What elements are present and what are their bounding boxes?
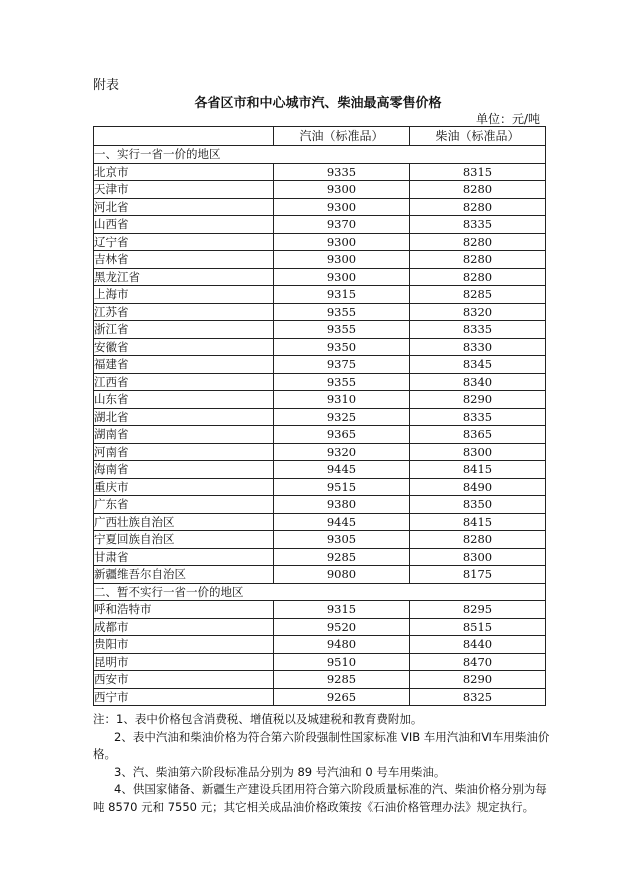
diesel-price-cell: 8280 <box>410 233 546 251</box>
gasoline-price-cell: 9510 <box>274 653 410 671</box>
header-gasoline: 汽油（标准品） <box>274 127 410 146</box>
region-cell: 上海市 <box>94 286 274 304</box>
gasoline-price-cell: 9370 <box>274 216 410 234</box>
unit-label: 单位：元/吨 <box>475 112 540 126</box>
table-row <box>94 653 546 671</box>
gasoline-price-cell: 9355 <box>274 321 410 339</box>
diesel-price-cell: 8280 <box>410 251 546 269</box>
header-region <box>94 127 274 146</box>
gasoline-price-cell: 9285 <box>274 548 410 566</box>
region-cell: 海南省 <box>94 461 274 479</box>
gasoline-price-cell: 9320 <box>274 443 410 461</box>
gasoline-price-cell: 9520 <box>274 618 410 636</box>
diesel-price-cell: 8320 <box>410 303 546 321</box>
region-cell: 山东省 <box>94 391 274 409</box>
region-cell: 西安市 <box>94 671 274 689</box>
diesel-price-cell: 8350 <box>410 496 546 514</box>
section-row <box>94 583 546 601</box>
diesel-price-cell: 8175 <box>410 566 546 584</box>
region-cell: 天津市 <box>94 181 274 199</box>
diesel-price-cell: 8325 <box>410 688 546 706</box>
region-cell: 湖南省 <box>94 426 274 444</box>
table-row <box>94 531 546 549</box>
diesel-price-cell: 8440 <box>410 636 546 654</box>
note-4: 4、供国家储备、新疆生产建设兵团用符合第六阶段质量标准的汽、柴油价格分别为每吨 8570 元和 7550 元；其它相关成品油价格政策按《石油价格管理办法》规定执行。 <box>93 782 547 814</box>
gasoline-price-cell: 9305 <box>274 531 410 549</box>
note-1: 注：1、表中价格包含消费税、增值税以及城建税和教育费附加。 <box>93 712 423 726</box>
table-row <box>94 216 546 234</box>
gasoline-price-cell: 9315 <box>274 601 410 619</box>
gasoline-price-cell: 9300 <box>274 198 410 216</box>
diesel-price-cell: 8300 <box>410 548 546 566</box>
table-row <box>94 443 546 461</box>
region-cell: 贵阳市 <box>94 636 274 654</box>
gasoline-price-cell: 9310 <box>274 391 410 409</box>
table-row <box>94 198 546 216</box>
table-row <box>94 548 546 566</box>
region-cell: 广西壮族自治区 <box>94 513 274 531</box>
gasoline-price-cell: 9365 <box>274 426 410 444</box>
diesel-price-cell: 8280 <box>410 268 546 286</box>
diesel-price-cell: 8490 <box>410 478 546 496</box>
diesel-price-cell: 8315 <box>410 163 546 181</box>
table-row <box>94 478 546 496</box>
region-cell: 西宁市 <box>94 688 274 706</box>
table-row <box>94 391 546 409</box>
region-cell: 山西省 <box>94 216 274 234</box>
gasoline-price-cell: 9335 <box>274 163 410 181</box>
region-cell: 河南省 <box>94 443 274 461</box>
table-row <box>94 163 546 181</box>
table-row <box>94 303 546 321</box>
table-row <box>94 688 546 706</box>
table-row <box>94 461 546 479</box>
notes <box>93 711 551 816</box>
table-row <box>94 671 546 689</box>
region-cell: 江苏省 <box>94 303 274 321</box>
region-cell: 广东省 <box>94 496 274 514</box>
gasoline-price-cell: 9300 <box>274 268 410 286</box>
gasoline-price-cell: 9080 <box>274 566 410 584</box>
diesel-price-cell: 8335 <box>410 216 546 234</box>
diesel-price-cell: 8470 <box>410 653 546 671</box>
diesel-price-cell: 8345 <box>410 356 546 374</box>
region-cell: 北京市 <box>94 163 274 181</box>
region-cell: 浙江省 <box>94 321 274 339</box>
price-table <box>93 126 546 706</box>
table-row <box>94 496 546 514</box>
diesel-price-cell: 8515 <box>410 618 546 636</box>
gasoline-price-cell: 9355 <box>274 303 410 321</box>
region-cell: 重庆市 <box>94 478 274 496</box>
table-row <box>94 636 546 654</box>
gasoline-price-cell: 9380 <box>274 496 410 514</box>
gasoline-price-cell: 9265 <box>274 688 410 706</box>
table-header-row <box>94 127 546 146</box>
gasoline-price-cell: 9315 <box>274 286 410 304</box>
diesel-price-cell: 8330 <box>410 338 546 356</box>
diesel-price-cell: 8335 <box>410 321 546 339</box>
table-row <box>94 356 546 374</box>
table-row <box>94 408 546 426</box>
table-title: 各省区市和中心城市汽、柴油最高零售价格 <box>194 96 442 111</box>
gasoline-price-cell: 9300 <box>274 181 410 199</box>
gasoline-price-cell: 9480 <box>274 636 410 654</box>
table-row <box>94 373 546 391</box>
table-row <box>94 233 546 251</box>
region-cell: 福建省 <box>94 356 274 374</box>
gasoline-price-cell: 9350 <box>274 338 410 356</box>
diesel-price-cell: 8365 <box>410 426 546 444</box>
gasoline-price-cell: 9445 <box>274 513 410 531</box>
region-cell: 宁夏回族自治区 <box>94 531 274 549</box>
table-row <box>94 321 546 339</box>
diesel-price-cell: 8280 <box>410 181 546 199</box>
region-cell: 甘肃省 <box>94 548 274 566</box>
section-label: 一、实行一省一价的地区 <box>94 146 546 164</box>
table-row <box>94 426 546 444</box>
gasoline-price-cell: 9445 <box>274 461 410 479</box>
header-diesel: 柴油（标准品） <box>410 127 546 146</box>
diesel-price-cell: 8280 <box>410 531 546 549</box>
region-cell: 安徽省 <box>94 338 274 356</box>
table-row <box>94 181 546 199</box>
table-row <box>94 566 546 584</box>
section-label: 二、暂不实行一省一价的地区 <box>94 583 546 601</box>
table-row <box>94 513 546 531</box>
table-row <box>94 618 546 636</box>
table-body <box>94 146 546 706</box>
diesel-price-cell: 8280 <box>410 198 546 216</box>
region-cell: 黑龙江省 <box>94 268 274 286</box>
region-cell: 江西省 <box>94 373 274 391</box>
diesel-price-cell: 8285 <box>410 286 546 304</box>
region-cell: 吉林省 <box>94 251 274 269</box>
region-cell: 新疆维吾尔自治区 <box>94 566 274 584</box>
region-cell: 呼和浩特市 <box>94 601 274 619</box>
gasoline-price-cell: 9325 <box>274 408 410 426</box>
gasoline-price-cell: 9300 <box>274 233 410 251</box>
gasoline-price-cell: 9515 <box>274 478 410 496</box>
diesel-price-cell: 8300 <box>410 443 546 461</box>
section-row <box>94 146 546 164</box>
note-2: 2、表中汽油和柴油价格为符合第六阶段强制性国家标准 VIB 车用汽油和Ⅵ车用柴油价格。 <box>93 729 550 761</box>
diesel-price-cell: 8290 <box>410 671 546 689</box>
diesel-price-cell: 8340 <box>410 373 546 391</box>
region-cell: 辽宁省 <box>94 233 274 251</box>
diesel-price-cell: 8415 <box>410 513 546 531</box>
diesel-price-cell: 8415 <box>410 461 546 479</box>
table-row <box>94 251 546 269</box>
region-cell: 昆明市 <box>94 653 274 671</box>
gasoline-price-cell: 9355 <box>274 373 410 391</box>
gasoline-price-cell: 9300 <box>274 251 410 269</box>
diesel-price-cell: 8335 <box>410 408 546 426</box>
region-cell: 河北省 <box>94 198 274 216</box>
appendix-heading: 附表 <box>93 78 120 93</box>
note-3: 3、汽、柴油第六阶段标准品分别为 89 号汽油和 0 号车用柴油。 <box>114 764 446 779</box>
table-row <box>94 601 546 619</box>
gasoline-price-cell: 9285 <box>274 671 410 689</box>
region-cell: 成都市 <box>94 618 274 636</box>
table-row <box>94 268 546 286</box>
gasoline-price-cell: 9375 <box>274 356 410 374</box>
table-row <box>94 286 546 304</box>
table-row <box>94 338 546 356</box>
diesel-price-cell: 8295 <box>410 601 546 619</box>
region-cell: 湖北省 <box>94 408 274 426</box>
diesel-price-cell: 8290 <box>410 391 546 409</box>
